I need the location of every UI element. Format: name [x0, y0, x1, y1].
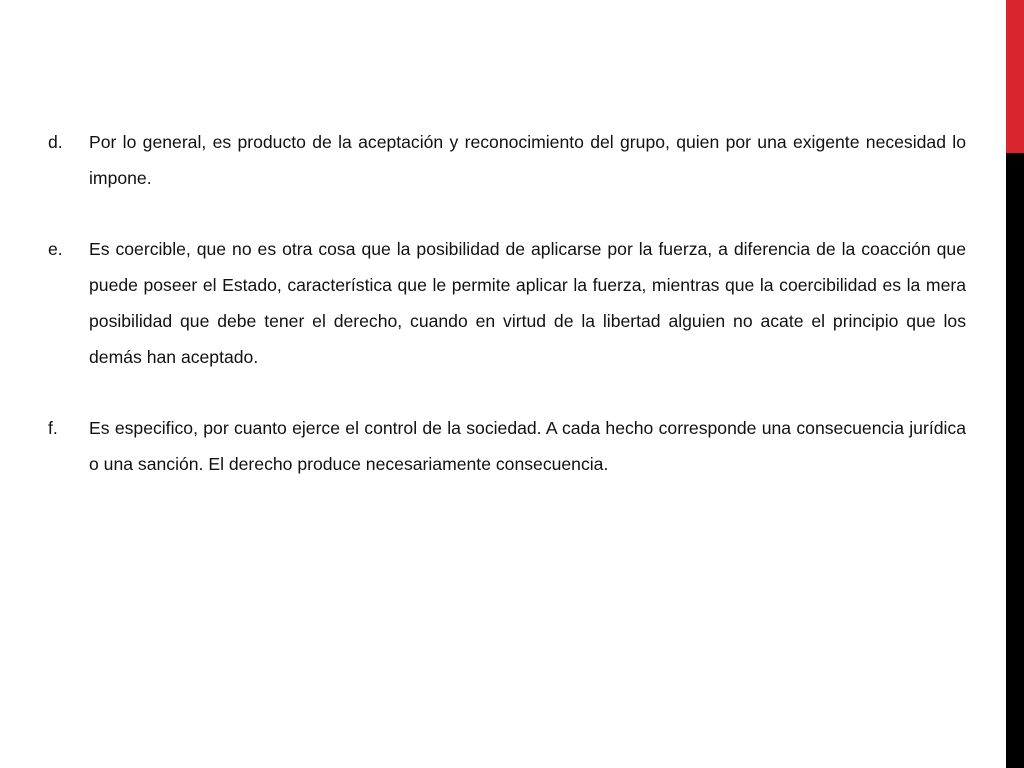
list-marker: f.: [48, 418, 58, 439]
list-marker: e.: [48, 239, 63, 260]
list-item-f: [48, 411, 966, 483]
characteristics-list: [48, 125, 966, 519]
accent-bar-red: [1006, 0, 1024, 153]
list-item-text: Es coercible, que no es otra cosa que la posibilidad de aplicarse por la fuerza, a diferencia de la coacción que puede poseer el Estado, característica que le permite aplicar la fuerza, mientras que la coercibilidad es la mera posibilidad que debe tener el derecho, cuando en virtud de la libertad alguien no acate el principio que los demás han aceptado.: [89, 239, 966, 367]
list-item-e: [48, 232, 966, 375]
accent-bar-black: [1006, 153, 1024, 768]
list-item-d: [48, 125, 966, 197]
list-item-text: Por lo general, es producto de la aceptación y reconocimiento del grupo, quien por una exigente necesidad lo impone.: [89, 132, 966, 188]
list-marker: d.: [48, 132, 63, 152]
list-item-text: Es especifico, por cuanto ejerce el control de la sociedad. A cada hecho corresponde una consecuencia jurídica o una sanción. El derecho produce necesariamente consecuencia.: [89, 418, 966, 475]
